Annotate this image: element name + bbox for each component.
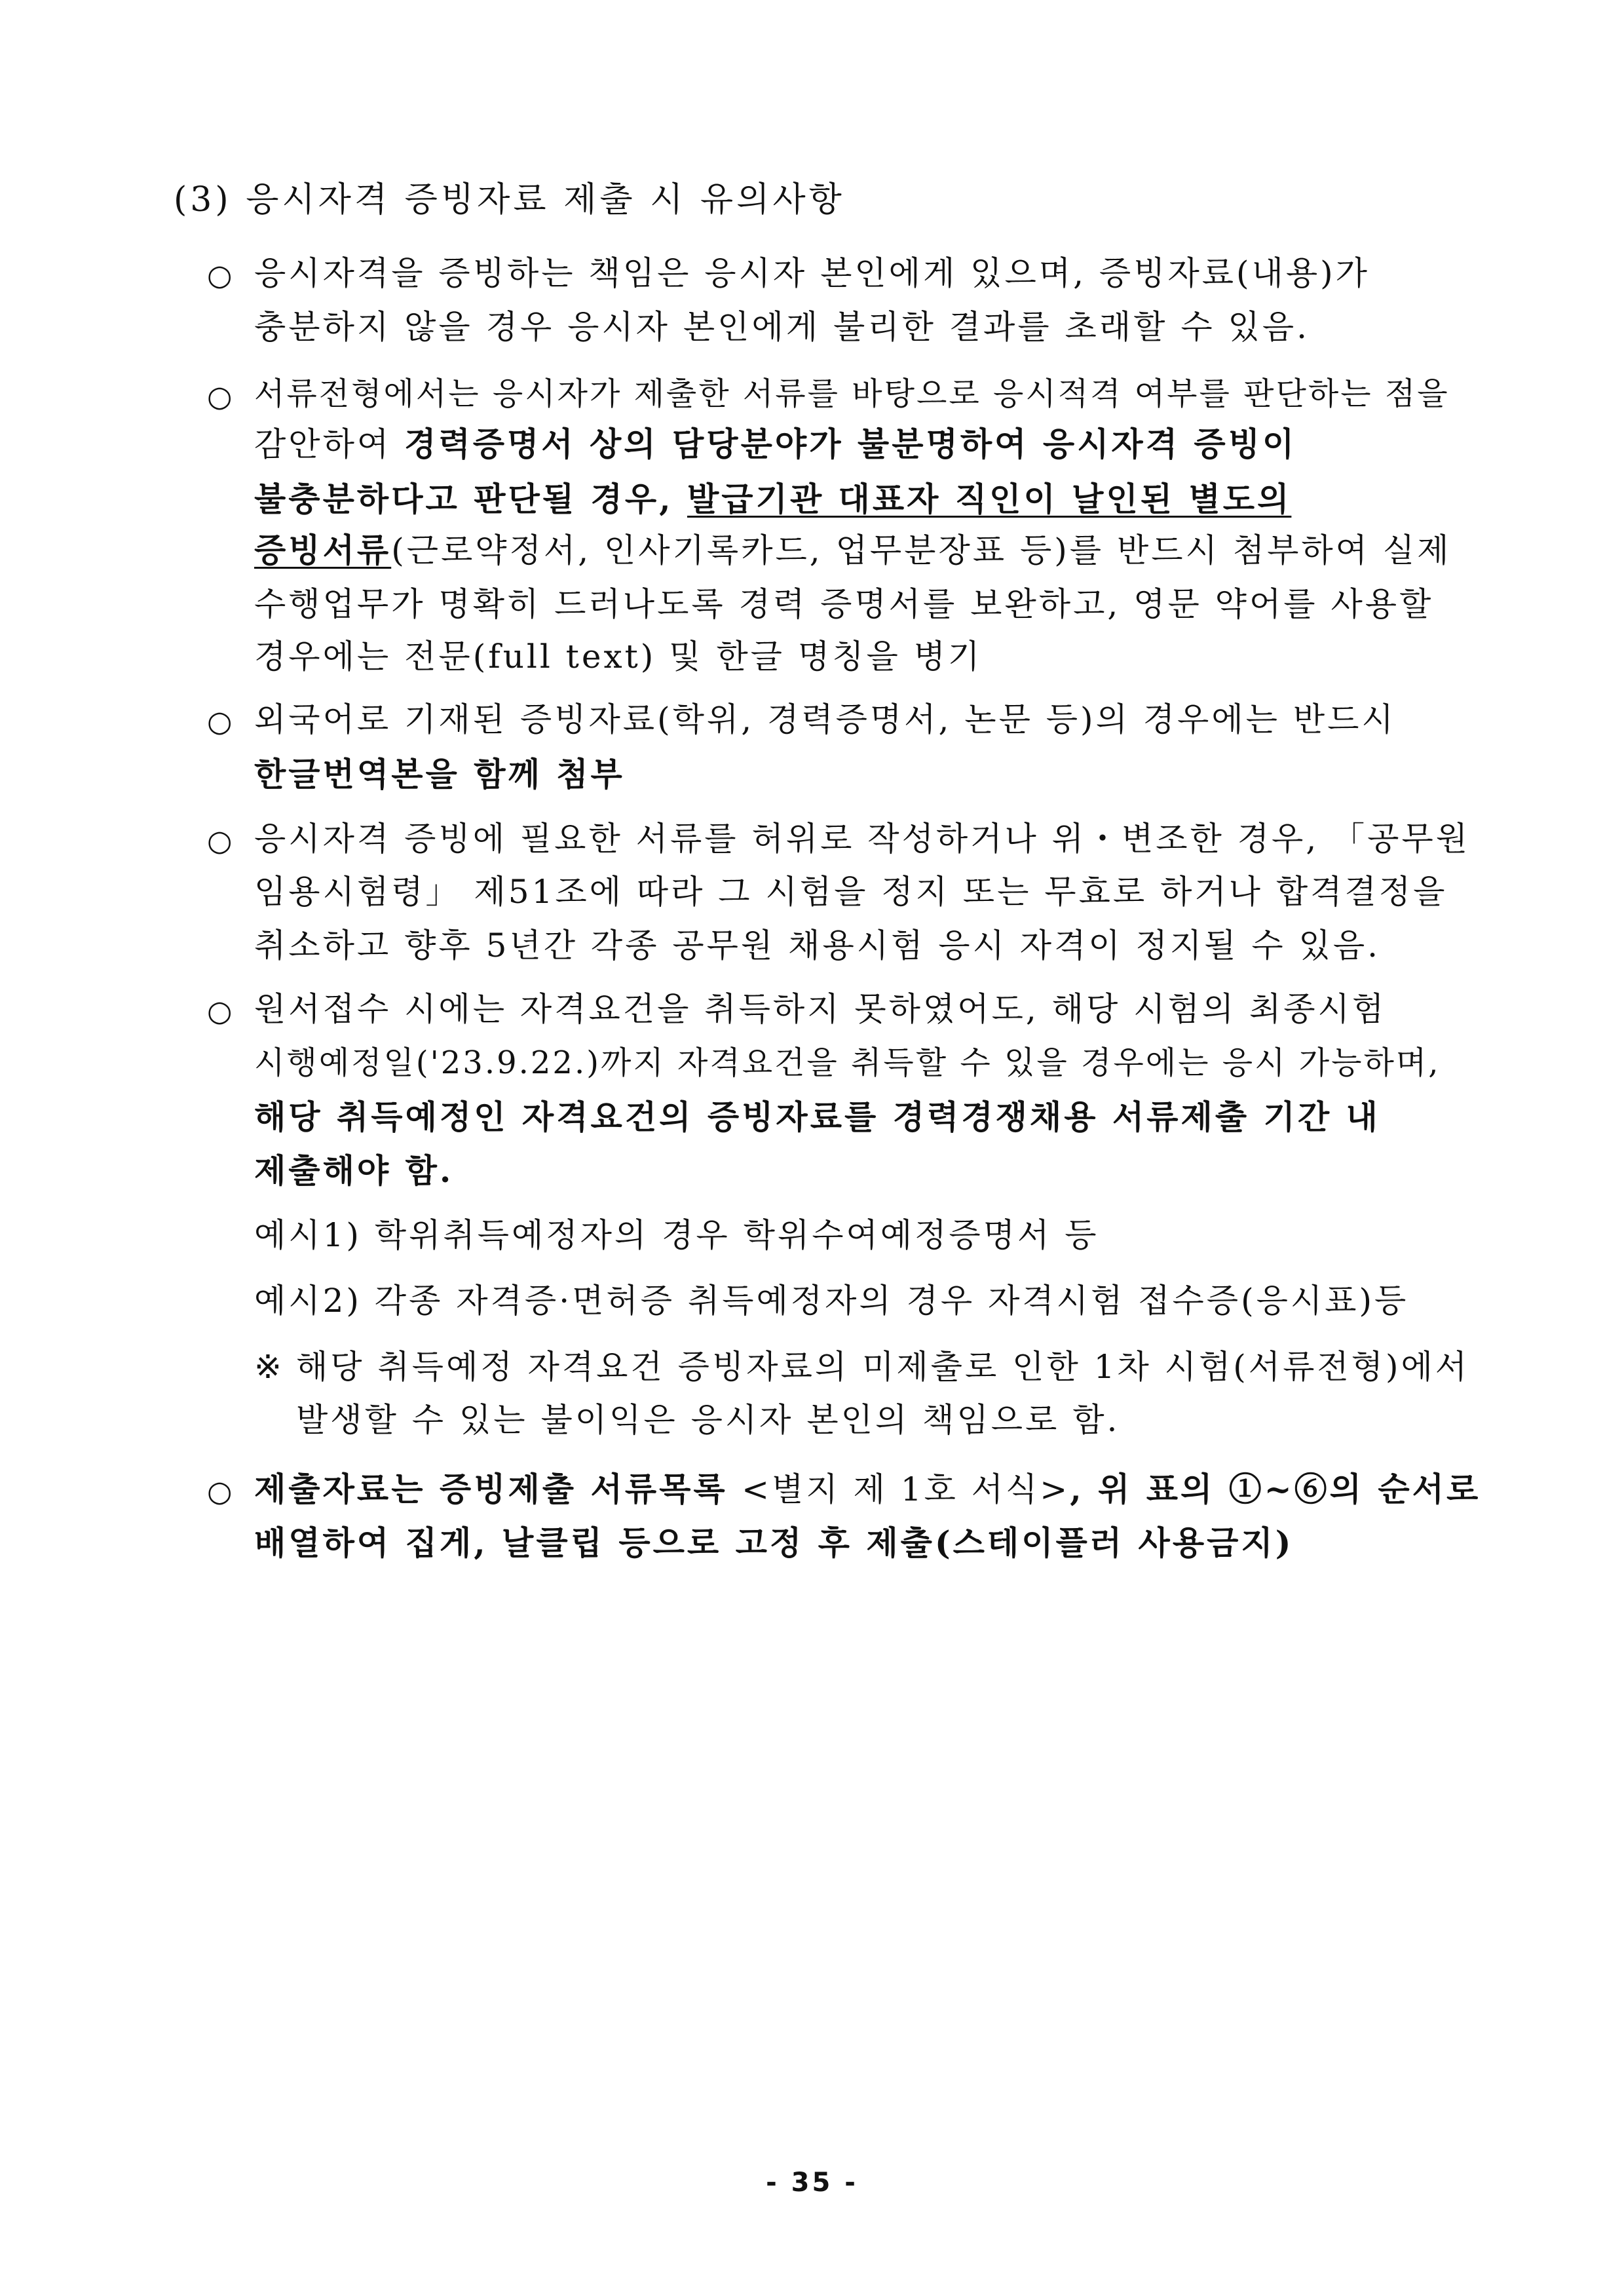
item-5-line-1: 원서접수 시에는 자격요건을 취득하지 못하였어도, 해당 시험의 최종시험 [254,990,1387,1028]
item-5-line-2: 시행예정일('23.9.22.)까지 자격요건을 취득할 수 있을 경우에는 응시 가능하며, [254,1044,1441,1081]
item-4-line-3: 취소하고 향후 5년간 각종 공무원 채용시험 응시 자격이 정지될 수 있음. [254,927,1381,965]
item-2-line-1: 서류전형에서는 응시자가 제출한 서류를 바탕으로 응시적격 여부를 판단하는 점을 [254,375,1450,412]
bullet-circle-icon: ○ [207,380,233,413]
item-2-line-2-plain: 감안하여 [254,425,405,463]
item-2-line-4 [254,531,1452,569]
item-6-line-2: 배열하여 집게, 날클립 등으로 고정 후 제출(스테이플러 사용금지) [254,1523,1294,1562]
item-2-line-6: 경우에는 전문(full text) 및 한글 명칭을 병기 [254,638,983,676]
item-2-line-2 [254,425,1297,463]
item-2-line-3-bold: 불충분하다고 판단될 경우, [254,480,687,518]
bullet-circle-icon: ○ [207,259,233,292]
bullet-circle-icon: ○ [207,995,233,1028]
item-2-line-3-bold-underline: 발급기관 대표자 직인이 날인된 별도의 [687,480,1292,518]
note-mark-icon: ※ [254,1348,284,1386]
item-4-line-2: 임용시험령」 제51조에 따라 그 시험을 정지 또는 무효로 하거나 합격결정을 [254,873,1448,911]
item-1-line-1: 응시자격을 증빙하는 책임은 응시자 본인에게 있으며, 증빙자료(내용)가 [254,254,1370,292]
example-1: 예시1) 학위취득예정자의 경우 학위수여예정증명서 등 [254,1216,1099,1254]
note-line-1: 해당 취득예정 자격요건 증빙자료의 미제출로 인한 1차 시험(서류전형)에서 [296,1348,1470,1386]
item-2-line-4-plain: (근로약정서, 인사기록카드, 업무분장표 등)를 반드시 첨부하여 실제 [391,531,1452,569]
bullet-circle-icon: ○ [207,1475,233,1508]
item-2-line-5: 수행업무가 명확히 드러나도록 경력 증명서를 보완하고, 영문 약어를 사용할 [254,585,1434,623]
item-5-line-4: 제출해야 함. [254,1151,454,1190]
example-2: 예시2) 각종 자격증·면허증 취득예정자의 경우 자격시험 접수증(응시표)등 [254,1282,1409,1320]
bullet-circle-icon: ○ [207,705,233,738]
item-6-line-1-plain: <별지 제 1호 서식> [742,1470,1070,1508]
item-4-line-1: 응시자격 증빙에 필요한 서류를 허위로 작성하거나 위・변조한 경우, 「공무원 [254,820,1471,858]
page-number: - 35 - [766,2168,858,2198]
bullet-circle-icon: ○ [207,824,233,858]
item-6-line-1-bold-a: 제출자료는 증빙제출 서류목록 [254,1470,742,1508]
item-2-line-4-bold-underline: 증빙서류 [254,531,392,569]
item-1-line-2: 충분하지 않을 경우 응시자 본인에게 불리한 결과를 초래할 수 있음. [254,308,1310,346]
note-line-2: 발생할 수 있는 불이익은 응시자 본인의 책임으로 함. [296,1401,1120,1439]
item-6-line-1 [254,1470,1481,1508]
item-3-line-2: 한글번역본을 함께 첨부 [254,755,625,794]
section-title: (3) 응시자격 증빙자료 제출 시 유의사항 [174,180,845,220]
item-6-line-1-bold-b: , 위 표의 ①~⑥의 순서로 [1070,1470,1481,1508]
item-3-line-1: 외국어로 기재된 증빙자료(학위, 경력증명서, 논문 등)의 경우에는 반드시 [254,700,1396,738]
item-5-line-3: 해당 취득예정인 자격요건의 증빙자료를 경력경쟁채용 서류제출 기간 내 [254,1098,1380,1136]
item-2-line-2-bold: 경력증명서 상의 담당분야가 불분명하여 응시자격 증빙이 [404,425,1297,463]
item-2-line-3 [254,480,1292,518]
